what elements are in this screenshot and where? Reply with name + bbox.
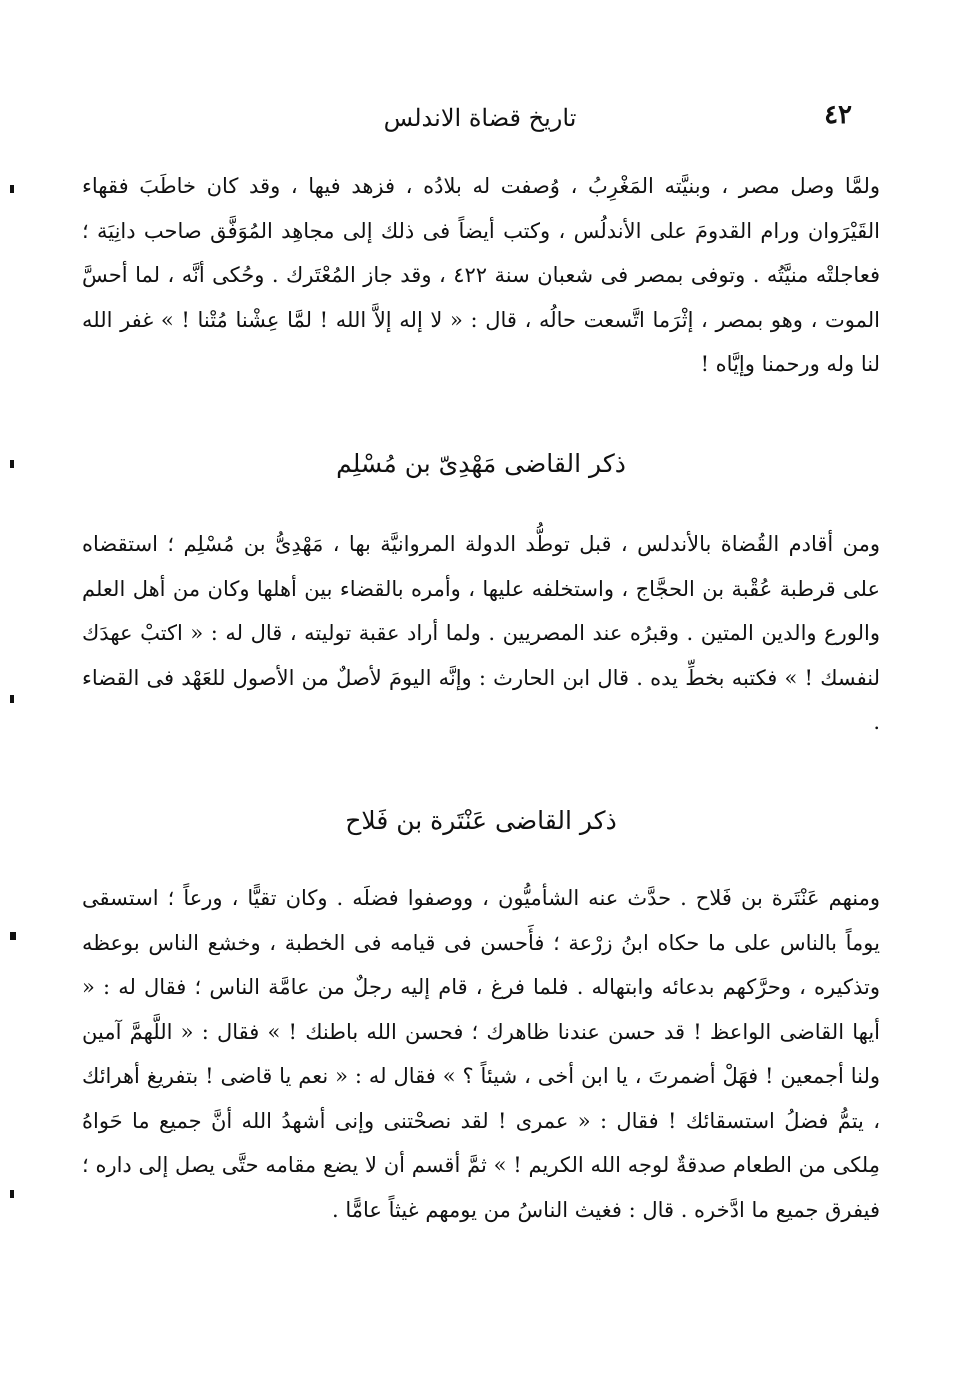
margin-mark xyxy=(10,932,16,940)
page-number: ٤٢ xyxy=(824,100,852,130)
margin-mark xyxy=(10,460,14,468)
margin-mark xyxy=(10,185,14,193)
margin-mark xyxy=(10,1190,14,1198)
section-heading-antara: ذكر القاضى عَنْتَرة بن فَلاح xyxy=(345,806,617,835)
paragraph-mahdi: ومن أقادم القُضاة بالأندلس ، قبل توطُّد الدولة المروانيَّة بها ، مَهْدِىُّ بن مُسْلِم ؛ استقضاه على قرطبة عُقْبة بن الحجَّاج ، واستخلفه عليها ، وأمره بالقضاء بين أهلها وكان من أهل العلم والورع والدين المتين . وقبرُه عند المصريين . ولما أراد عقبة توليته ، قال له : « اكتبْ عهدَك لنفسك ! » فكتبه بخطِّ يده . قال ابن الحارث : وإنَّه اليومَ لأصلٌ من الأصول للعَهْد فى القضاء . xyxy=(82,532,880,734)
paragraph-antara: ومنهم عَنْتَرة بن فَلاح . حدَّث عنه الشأميُّون ، ووصفوا فضلَه . وكان تقيًّا ، ورعاً ؛ استسقى يوماً بالناس على ما حكاه ابنُ زرْعة ؛ فأَحسن فى قيامه فى الخطبة ، وخشع الناس بوعظه وتذكيره ، وحرَّكهم بدعائه وابتهاله . فلما فرغ ، قام إليه رجلٌ من عامَّة الناس ؛ فقال له : « أيها القاضى الواعظ ! قد حسن عندنا ظاهرك ؛ فحسن الله باطنك ! » فقال : « اللَّهمَّ آمين ولنا أجمعين ! فهَلْ أضمرتَ ، يا ابن أخى ، شيئاً ؟ » فقال له : « نعم يا قاضى ! بتفريغ أهرائك ، يتمُّ فضلُ استسقائك ! فقال : « عمرى ! لقد نصحْتنى وإنى أشهدُ الله أنَّ جميع ما حَواهُ مِلكى من الطعام صدقةٌ لوجه الله الكريم ! » ثمَّ أقسم أن لا يضع مقامه حتَّى يصل إلى داره ؛ فيفرق جميع ما ادَّخره . قال : فغيث الناسُ من يومهم غيثاً عامًّا . xyxy=(82,886,880,1222)
section-heading-mahdi: ذكر القاضى مَهْدِىّ بن مُسْلِم xyxy=(336,449,626,478)
paragraph-intro: ولمَّا وصل مصر ، وبنيَّته المَغْرِبُ ، وُصفت له بلادُه ، فزهد فيها ، وقد كان خاطَبَ فقهاء القَيْرَوان ورام القدومَ على الأندلُس ، وكتب أيضاً فى ذلك إلى مجاهِد المُوَفَّق صاحب دانِيَة ؛ فعاجلتْه منيَّتُه . وتوفى بمصر فى شعبان سنة ٤٢٢ ، وقد جاز المُعْتَرك . وحُكى أنَّه ، لما أحسَّ الموت ، وهو بمصر ، إثْرَما اتَّسعت حالُه ، قال : « لا إله إلاَّ الله ! لمَّا عِشْنا مُتْنا ! » غفر الله لنا وله ورحمنا وإيَّاه ! xyxy=(82,174,880,376)
running-title: تاريخ قضاة الاندلس xyxy=(383,104,577,132)
margin-mark xyxy=(10,695,14,703)
